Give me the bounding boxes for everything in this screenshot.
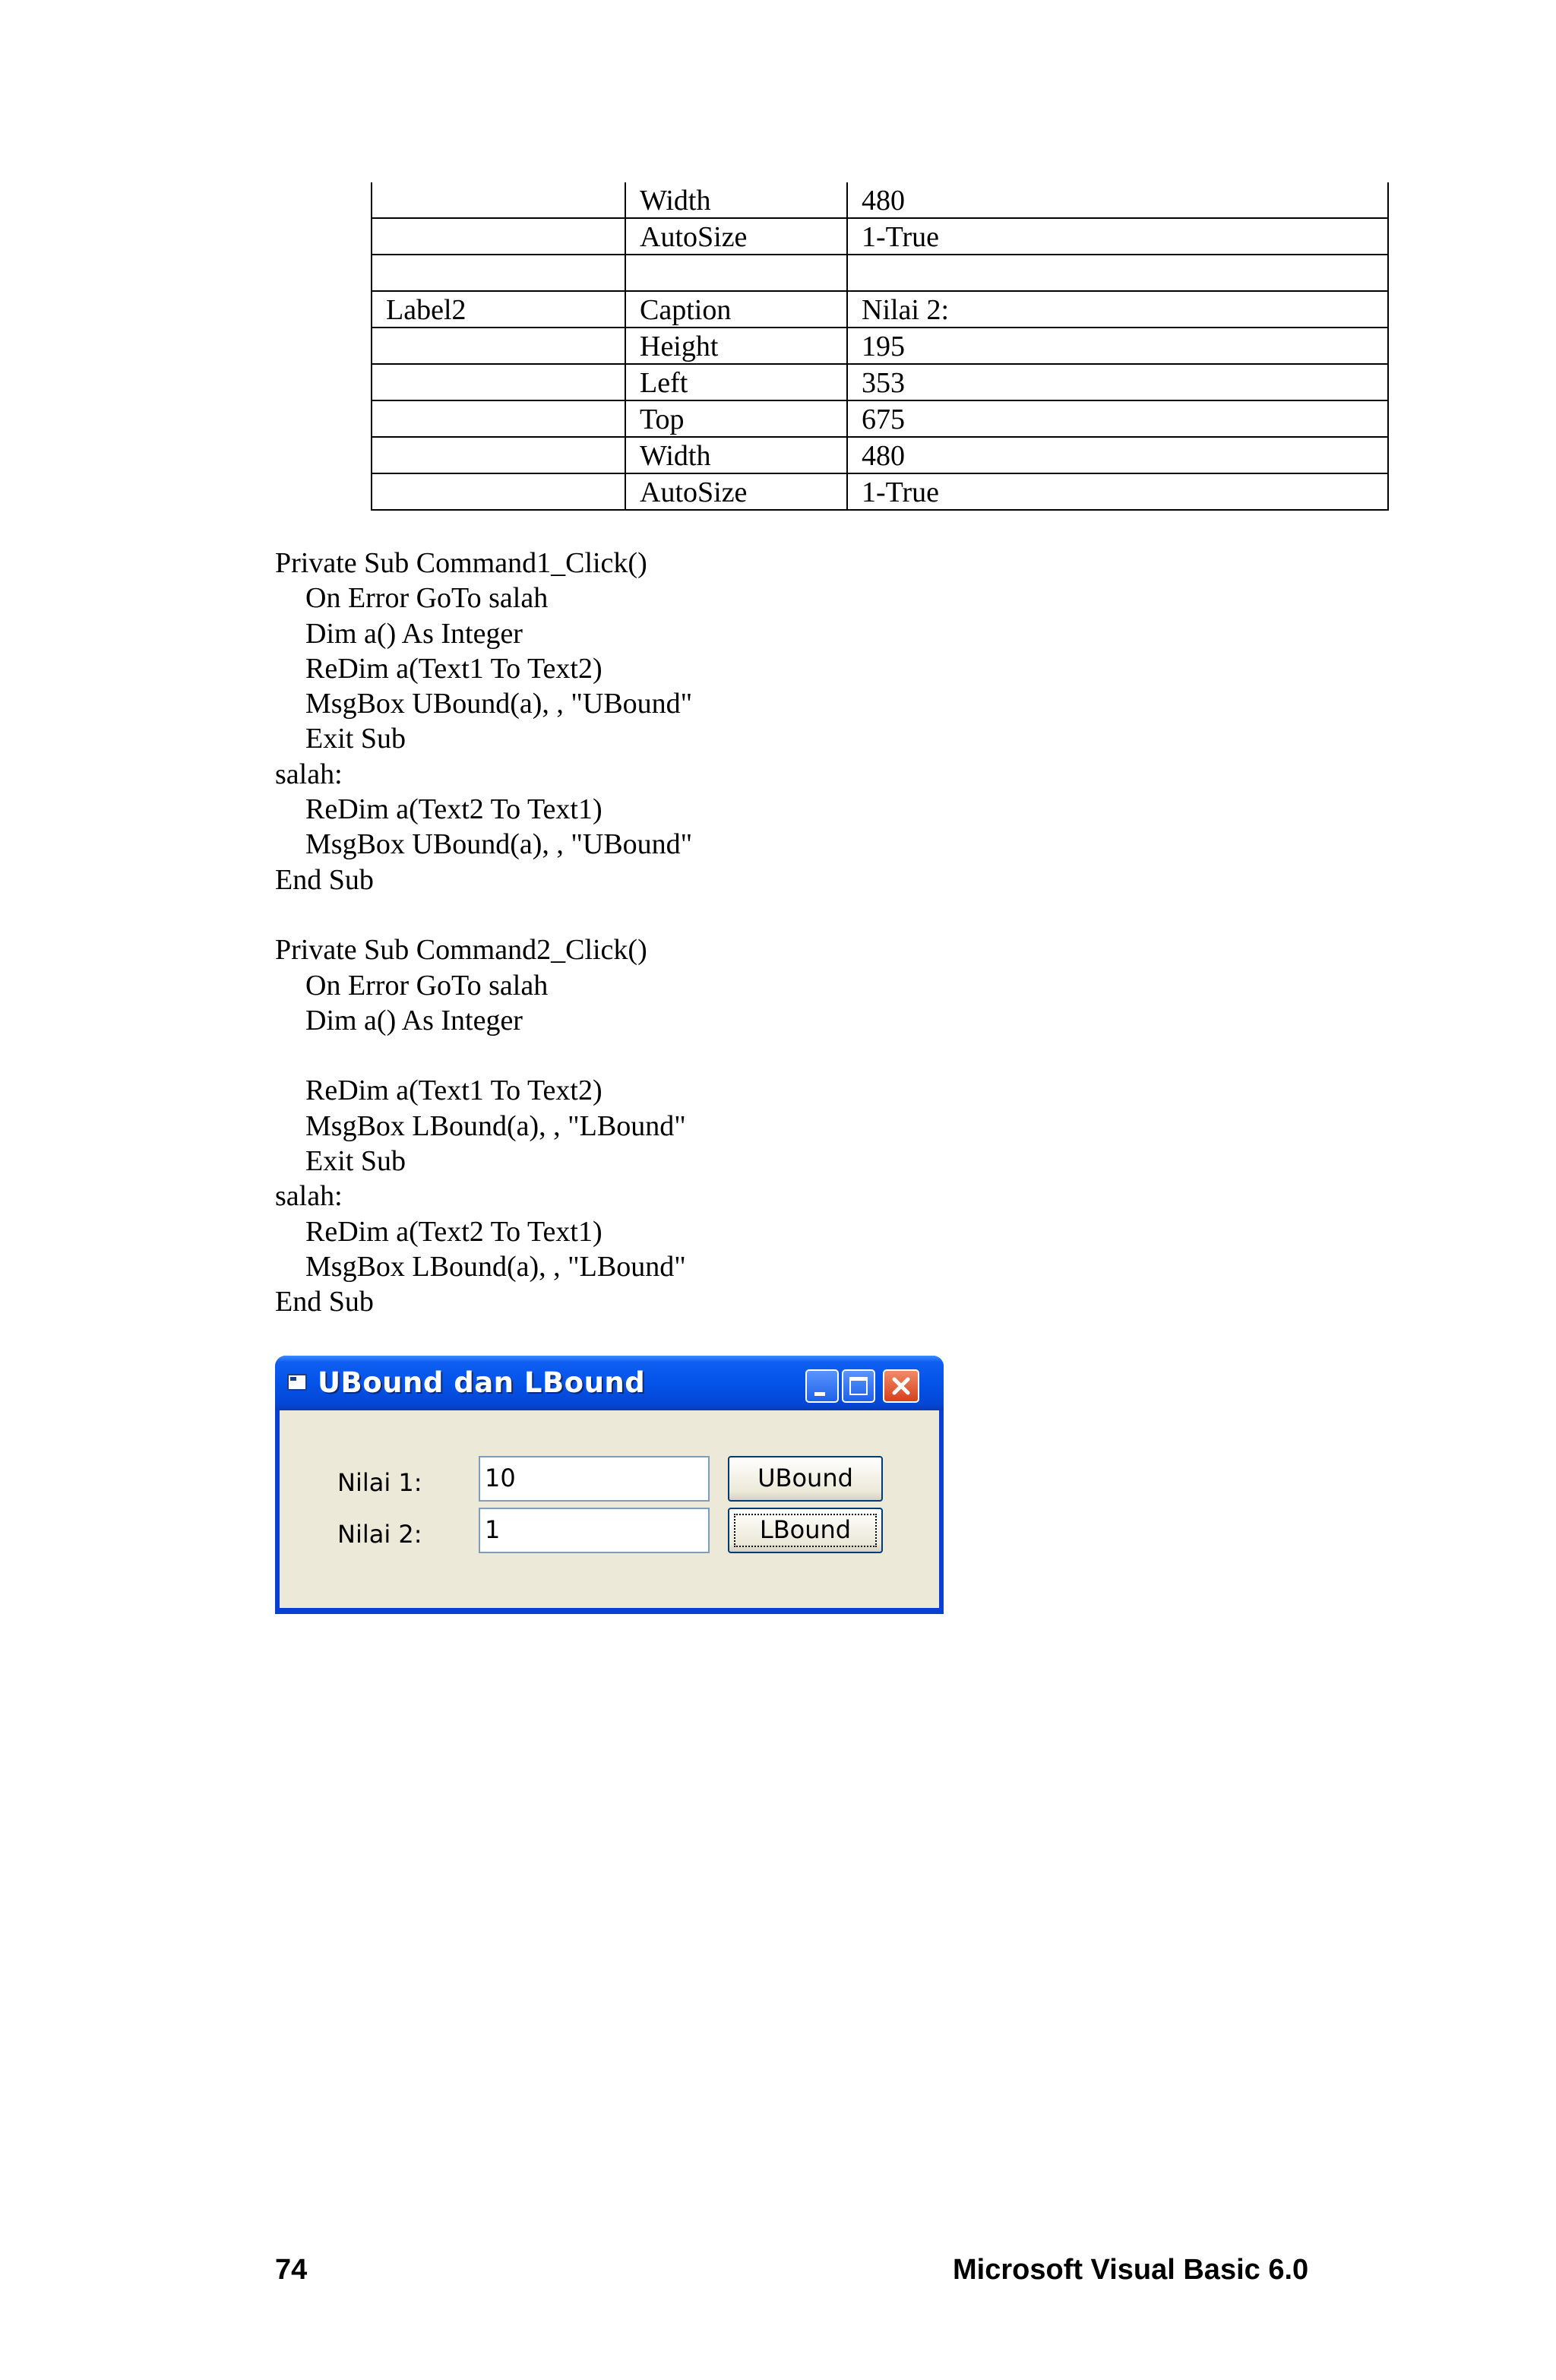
code-line — [275, 897, 692, 932]
table-row — [372, 182, 1388, 218]
code-line: Private Sub Command1_Click() — [275, 547, 647, 579]
control-cell — [372, 400, 625, 437]
window-title: UBound dan LBound — [318, 1366, 646, 1399]
value-cell: 480 — [847, 182, 1388, 218]
nilai-1-textbox[interactable]: 10 — [479, 1456, 710, 1502]
control-cell — [372, 182, 625, 218]
code-line: Dim a() As Integer — [305, 617, 523, 650]
property-cell: Caption — [625, 291, 847, 328]
app-icon — [287, 1374, 307, 1391]
value-cell: 675 — [847, 400, 1388, 437]
code-line: MsgBox UBound(a), , "UBound" — [305, 828, 693, 861]
code-listing — [275, 546, 692, 1320]
code-line — [275, 1038, 692, 1073]
code-line: Private Sub Command2_Click() — [275, 934, 647, 967]
code-line: On Error GoTo salah — [305, 969, 549, 1002]
code-line: End Sub — [275, 1286, 374, 1318]
book-title: Microsoft Visual Basic 6.0 — [953, 2254, 1309, 2286]
code-line: ReDim a(Text1 To Text2) — [305, 652, 602, 685]
control-cell — [372, 437, 625, 473]
table-row — [372, 328, 1388, 364]
code-line: MsgBox LBound(a), , "LBound" — [305, 1250, 686, 1283]
code-line: ReDim a(Text1 To Text2) — [305, 1074, 602, 1107]
property-cell — [625, 255, 847, 291]
table-row — [372, 473, 1388, 510]
table-row — [372, 218, 1388, 255]
maximize-button[interactable] — [842, 1369, 875, 1403]
code-line: Exit Sub — [305, 723, 406, 755]
property-cell: Width — [625, 182, 847, 218]
table-row — [372, 364, 1388, 400]
property-cell: AutoSize — [625, 473, 847, 510]
control-cell — [372, 364, 625, 400]
window-titlebar[interactable] — [275, 1356, 944, 1410]
table-row — [372, 255, 1388, 291]
minimize-button[interactable] — [805, 1369, 839, 1403]
property-cell: Left — [625, 364, 847, 400]
control-cell — [372, 255, 625, 291]
property-cell: Top — [625, 400, 847, 437]
value-cell: 1-True — [847, 473, 1388, 510]
value-cell: 195 — [847, 328, 1388, 364]
properties-table-body — [372, 182, 1388, 510]
table-row — [372, 291, 1388, 328]
table-row — [372, 400, 1388, 437]
lbound-button[interactable] — [728, 1508, 883, 1553]
close-button[interactable] — [883, 1369, 919, 1403]
code-line: Exit Sub — [305, 1145, 406, 1178]
code-line: salah: — [275, 1180, 343, 1213]
code-line: On Error GoTo salah — [305, 582, 549, 615]
control-cell — [372, 218, 625, 255]
code-line: Dim a() As Integer — [305, 1004, 523, 1037]
code-line: MsgBox LBound(a), , "LBound" — [305, 1109, 686, 1142]
code-line: ReDim a(Text2 To Text1) — [305, 1215, 602, 1248]
code-line: ReDim a(Text2 To Text1) — [305, 793, 602, 826]
control-cell — [372, 473, 625, 510]
control-cell — [372, 328, 625, 364]
properties-table — [371, 182, 1389, 511]
property-cell: AutoSize — [625, 218, 847, 255]
table-row — [372, 437, 1388, 473]
control-cell: Label2 — [372, 291, 625, 328]
value-cell — [847, 255, 1388, 291]
form-client-area — [280, 1410, 939, 1608]
close-icon — [890, 1375, 912, 1397]
ubound-button[interactable] — [728, 1456, 883, 1502]
nilai-2-textbox[interactable]: 1 — [479, 1508, 710, 1553]
property-cell: Height — [625, 328, 847, 364]
lbound-button-label: LBound — [759, 1515, 852, 1544]
code-line: End Sub — [275, 863, 374, 896]
code-line: MsgBox UBound(a), , "UBound" — [305, 688, 693, 720]
vb-form-window — [275, 1356, 944, 1614]
ubound-button-label: UBound — [757, 1464, 853, 1492]
nilai-1-label: Nilai 1: — [337, 1468, 422, 1497]
property-cell: Width — [625, 437, 847, 473]
value-cell: 1-True — [847, 218, 1388, 255]
value-cell: 480 — [847, 437, 1388, 473]
value-cell: 353 — [847, 364, 1388, 400]
value-cell: Nilai 2: — [847, 291, 1388, 328]
page-number: 74 — [275, 2254, 308, 2286]
nilai-2-label: Nilai 2: — [337, 1520, 422, 1549]
focus-rectangle — [734, 1514, 877, 1547]
code-line: salah: — [275, 758, 343, 790]
